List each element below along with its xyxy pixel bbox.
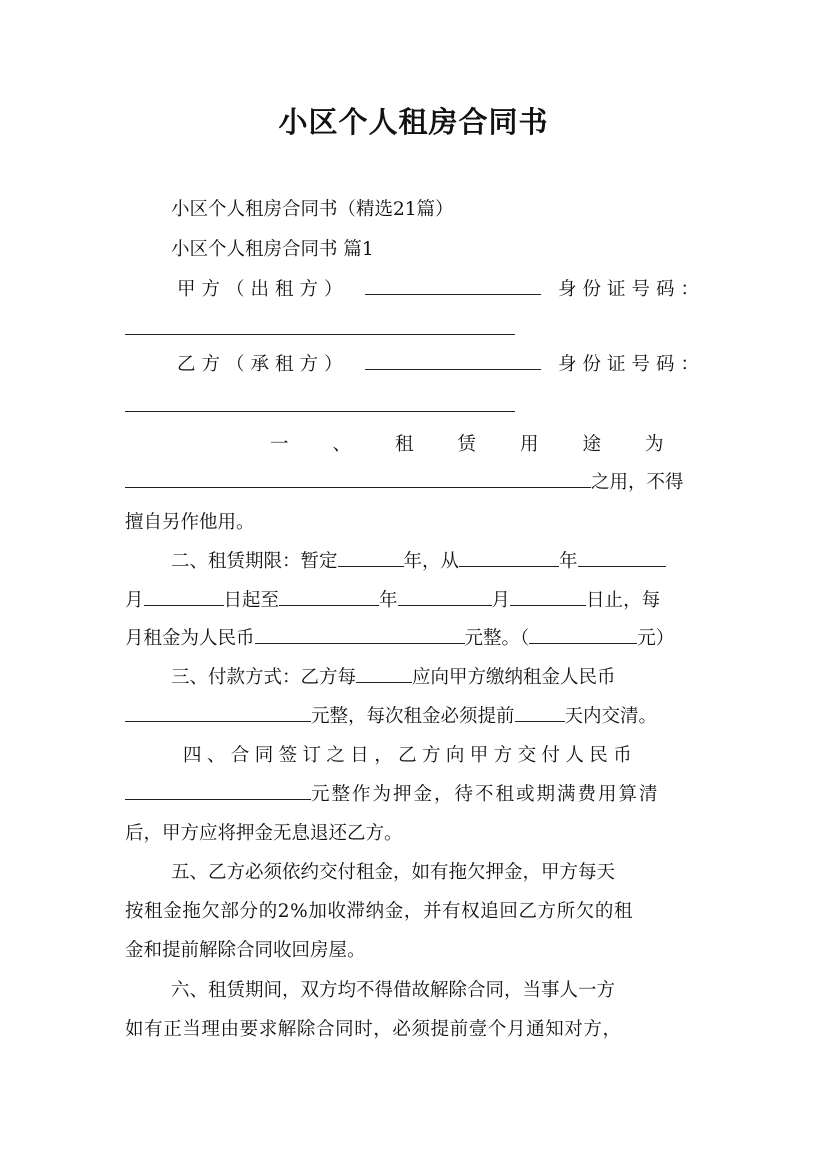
- section-heading: [125, 235, 751, 265]
- clause-5-line-3: [125, 936, 705, 966]
- clause-2-rent: 月租金为人民币: [125, 628, 255, 649]
- clause-5-text-2: 按租金拖欠部分的2%加收滞纳金，并有权追回乙方所欠的租: [125, 901, 634, 922]
- end-month-blank[interactable]: [398, 587, 492, 606]
- clause-2-year: 年: [559, 551, 578, 572]
- clause-6-line-2: [125, 1015, 705, 1045]
- clause-3-line-2: [125, 702, 705, 732]
- party-a-label: 甲方（出租方）: [177, 279, 349, 300]
- clause-1-end: 擅自另作他用。: [125, 512, 255, 533]
- end-day-blank[interactable]: [510, 587, 586, 606]
- clause-2-month: 月: [125, 590, 144, 611]
- party-a-line: [125, 275, 705, 305]
- payment-amount-blank[interactable]: [125, 703, 311, 722]
- clause-2-year-2: 年: [379, 590, 398, 611]
- party-a-id-label: 身份证号码：: [557, 279, 705, 300]
- start-month-blank[interactable]: [578, 548, 666, 567]
- end-year-blank[interactable]: [279, 587, 379, 606]
- clause-3-text: 应向甲方缴纳租金人民币: [412, 667, 616, 688]
- clause-1-line-3: [125, 508, 705, 538]
- party-b-line: [125, 350, 705, 380]
- clause-2-line-3: [125, 624, 705, 654]
- clause-4-line-3: [125, 819, 705, 849]
- section-heading-text: 小区个人租房合同书 篇1: [171, 239, 374, 260]
- clause-1-line-2: [125, 468, 705, 498]
- start-day-blank[interactable]: [144, 587, 224, 606]
- clause-4-deposit: 元整作为押金，待不租或期满费用算清: [311, 784, 660, 805]
- page-title: 小区个人租房合同书: [278, 105, 549, 139]
- clause-2-end: 日止，每: [586, 590, 661, 611]
- clause-1-text: 一、租赁用途为: [270, 434, 708, 455]
- party-a-id-blank[interactable]: [125, 316, 515, 335]
- party-a-name-blank[interactable]: [365, 276, 541, 295]
- term-years-blank[interactable]: [338, 548, 404, 567]
- rent-amount-blank[interactable]: [255, 625, 465, 644]
- clause-2-yuan: 元整。（: [464, 628, 530, 649]
- clause-4-line-2: [125, 780, 705, 810]
- party-b-id-label: 身份证号码：: [557, 354, 705, 375]
- clause-2-line-1: [125, 547, 751, 577]
- clause-6-line-1: [125, 976, 751, 1006]
- party-b-id-line: [125, 392, 705, 422]
- subtitle: [125, 195, 751, 225]
- subtitle-text: 小区个人租房合同书（精选21篇）: [171, 199, 454, 220]
- clause-6-text-2: 如有正当理由要求解除合同时，必须提前壹个月通知对方，: [125, 1019, 622, 1040]
- clause-4-line-1: [125, 741, 705, 771]
- clause-5-line-1: [125, 858, 751, 888]
- party-b-name-blank[interactable]: [365, 351, 541, 370]
- clause-6-text: 六、租赁期间，双方均不得借故解除合同，当事人一方: [171, 980, 616, 1001]
- payment-period-blank[interactable]: [356, 664, 412, 683]
- clause-2-yuan-close: 元）: [637, 628, 675, 649]
- clause-2-line-2: [125, 586, 705, 616]
- start-year-blank[interactable]: [459, 548, 559, 567]
- party-a-id-line: [125, 315, 705, 345]
- clause-5-line-2: [125, 897, 705, 927]
- clause-2-from: 年，从: [403, 551, 460, 572]
- advance-days-blank[interactable]: [515, 703, 565, 722]
- clause-3-label: 三、付款方式：乙方每: [171, 667, 357, 688]
- clause-3-end: 天内交清。: [564, 706, 658, 727]
- usage-blank[interactable]: [125, 469, 591, 488]
- clause-2-until: 日起至: [223, 590, 280, 611]
- clause-5-end: 金和提前解除合同收回房屋。: [125, 940, 366, 961]
- clause-3-line-1: [125, 663, 751, 693]
- clause-2-label: 二、租赁期限：暂定: [171, 551, 338, 572]
- clause-4-end: 后，甲方应将押金无息退还乙方。: [125, 823, 403, 844]
- clause-1-line-1: [125, 430, 708, 460]
- deposit-amount-blank[interactable]: [125, 781, 311, 800]
- clause-1-suffix: 之用，不得: [591, 472, 684, 493]
- party-b-label: 乙方（承租方）: [177, 354, 349, 375]
- clause-3-advance: 元整，每次租金必须提前: [311, 706, 515, 727]
- party-b-id-blank[interactable]: [125, 393, 515, 412]
- clause-4-text: 四、合同签订之日，乙方向甲方交付人民币: [183, 745, 638, 766]
- rent-amount-digits-blank[interactable]: [529, 625, 637, 644]
- clause-2-month-2: 月: [491, 590, 511, 611]
- clause-5-text: 五、乙方必须依约交付租金，如有拖欠押金，甲方每天: [171, 862, 616, 883]
